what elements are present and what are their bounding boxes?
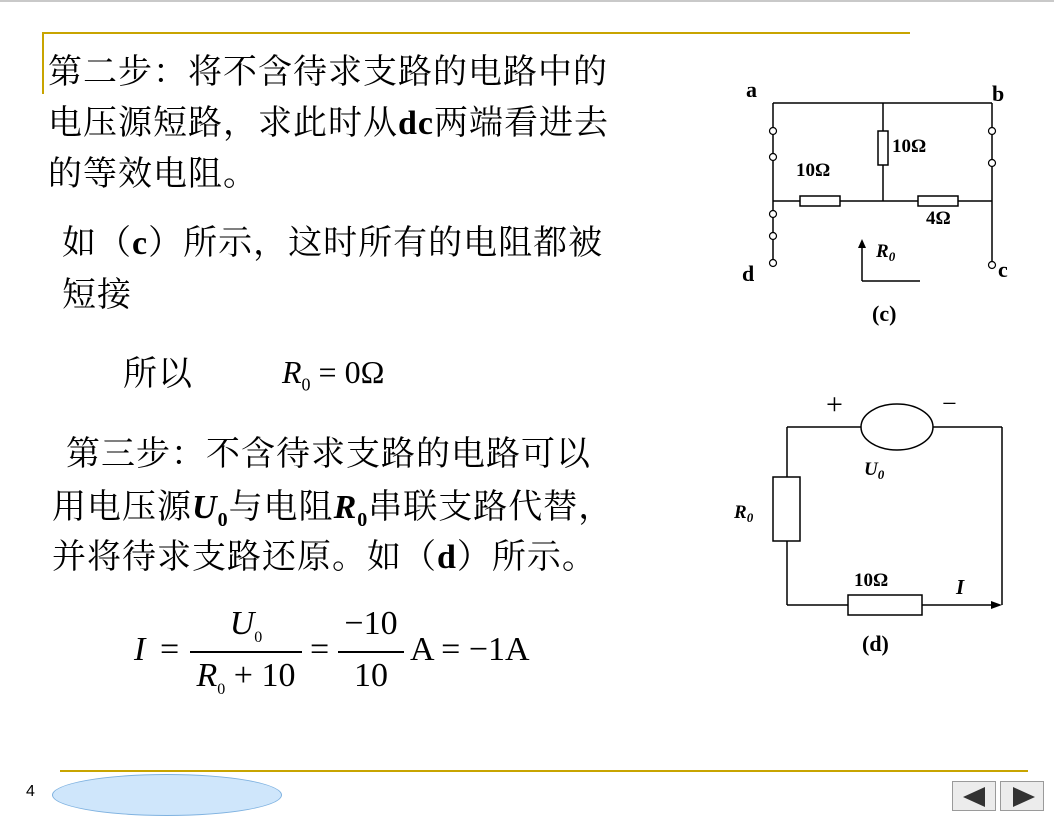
formula-num1-sub: 0 bbox=[254, 628, 263, 646]
step3-line2-mid: 与电阻 bbox=[228, 487, 334, 527]
resistor-d-10 bbox=[848, 595, 922, 615]
formula-den2: 10 bbox=[354, 657, 388, 694]
circuit-d-diagram bbox=[730, 385, 1030, 665]
node-d-label: d bbox=[742, 261, 755, 286]
terminal-d-2 bbox=[770, 233, 777, 240]
formula-num2: −10 bbox=[344, 605, 398, 642]
so-sub: 0 bbox=[301, 374, 311, 395]
step3-line3-label: d bbox=[437, 539, 457, 576]
u0-d-var: U bbox=[864, 459, 878, 480]
footer-oval bbox=[52, 774, 282, 816]
resistor-c-right bbox=[918, 196, 958, 206]
r0-d-sub: 0 bbox=[746, 510, 754, 525]
terminal-a-1 bbox=[770, 128, 777, 135]
page-number: 4 bbox=[26, 783, 35, 800]
fraction-bar-1 bbox=[190, 651, 302, 653]
arrow-right-icon bbox=[1001, 782, 1045, 812]
formula-lhs: I bbox=[134, 631, 146, 668]
arrow-left-icon bbox=[953, 782, 997, 812]
r0-c-var: R bbox=[876, 241, 889, 262]
step3-u-sub: 0 bbox=[217, 508, 229, 531]
r0-d-var: R bbox=[734, 502, 747, 523]
title-rule bbox=[42, 32, 910, 34]
terminal-c bbox=[989, 262, 996, 269]
formula-num1 bbox=[190, 605, 302, 647]
formula-result: A = −1A bbox=[410, 631, 530, 668]
terminal-d-1 bbox=[770, 211, 777, 218]
step2-line2-post: 两端看进去 bbox=[434, 103, 609, 143]
circuit-c-diagram bbox=[730, 75, 1030, 335]
note-line1-label: c bbox=[132, 225, 149, 262]
top-rule bbox=[0, 0, 1054, 2]
step3-line1: 第三步：不含待求支路的电路可以 bbox=[66, 434, 591, 474]
circuit-d-caption: (d) bbox=[862, 631, 889, 656]
fraction-bar-2 bbox=[338, 651, 404, 653]
plus-sign: + bbox=[826, 388, 843, 421]
so-equation bbox=[282, 354, 384, 395]
circuit-c-caption: (c) bbox=[872, 301, 897, 326]
step2-line1: 第二步：将不含待求支路的电路中的 bbox=[48, 52, 608, 92]
step2-line2 bbox=[48, 98, 609, 149]
resistor-c-vertical-label: 10Ω bbox=[892, 136, 927, 157]
step3-line3-post: ）所示。 bbox=[456, 537, 597, 577]
node-c-label: c bbox=[998, 257, 1008, 282]
minus-sign: − bbox=[942, 389, 957, 418]
step3-line2-pre: 用电压源 bbox=[52, 487, 192, 527]
current-i-label: I bbox=[956, 575, 965, 599]
formula-eq2: = bbox=[310, 631, 330, 668]
terminal-b-2 bbox=[989, 160, 996, 167]
prev-slide-button[interactable] bbox=[952, 781, 996, 811]
terminal-a-2 bbox=[770, 154, 777, 161]
title-rule-vertical bbox=[42, 32, 44, 94]
resistor-c-left bbox=[800, 196, 840, 206]
formula-eq1: = bbox=[160, 631, 180, 668]
node-b-label: b bbox=[992, 81, 1005, 106]
r0-d-label bbox=[733, 502, 754, 525]
step3-line3-pre: 并将待求支路还原。如（ bbox=[52, 537, 437, 577]
formula-den1 bbox=[190, 657, 302, 699]
r0-c-label bbox=[875, 241, 896, 264]
step3-line2-post: 串联支路代替， bbox=[368, 487, 614, 527]
next-slide-button[interactable] bbox=[1000, 781, 1044, 811]
resistor-d-10-label: 10Ω bbox=[854, 570, 889, 591]
r0-c-sub: 0 bbox=[888, 249, 896, 264]
step3-r-sub: 0 bbox=[357, 508, 369, 531]
formula-den1-sub: 0 bbox=[217, 680, 226, 698]
so-label: 所以 bbox=[123, 354, 193, 394]
node-a-label: a bbox=[746, 77, 757, 102]
terminal-d-3 bbox=[770, 260, 777, 267]
formula bbox=[130, 605, 550, 700]
resistor-d-r0 bbox=[773, 477, 800, 541]
resistor-c-left-label: 10Ω bbox=[796, 160, 831, 181]
terminal-b-1 bbox=[989, 128, 996, 135]
u0-d-label bbox=[864, 459, 885, 482]
step3-u: U bbox=[192, 489, 218, 526]
formula-den1-rest: + 10 bbox=[225, 657, 296, 694]
formula-num1-var: U bbox=[229, 605, 255, 642]
formula-den1-var: R bbox=[196, 657, 218, 694]
step2-line2-term: dc bbox=[398, 105, 434, 142]
step2-line2-pre: 电压源短路，求此时从 bbox=[48, 103, 398, 143]
note-line2: 短接 bbox=[62, 275, 132, 315]
so-rhs: = 0Ω bbox=[310, 354, 385, 390]
u0-d-sub: 0 bbox=[877, 467, 885, 482]
note-line1-post: ）所示，这时所有的电阻都被 bbox=[148, 223, 604, 263]
footer-rule bbox=[60, 770, 1028, 772]
voltage-source-u0 bbox=[861, 404, 933, 450]
note-line1 bbox=[62, 218, 603, 269]
step3-line3 bbox=[52, 532, 597, 583]
resistor-c-right-label: 4Ω bbox=[926, 208, 951, 229]
so-var: R bbox=[282, 354, 302, 390]
step2-line3: 的等效电阻。 bbox=[48, 154, 258, 194]
resistor-c-vertical bbox=[878, 131, 888, 165]
step3-r: R bbox=[333, 489, 358, 526]
note-line1-pre: 如（ bbox=[62, 223, 132, 263]
